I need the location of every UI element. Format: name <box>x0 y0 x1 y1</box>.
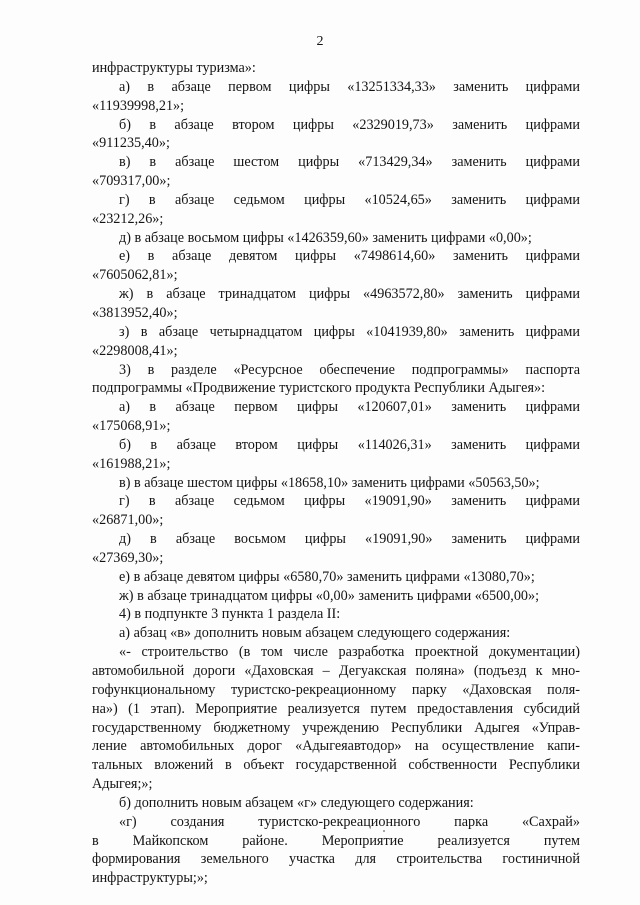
text-line: «7605062,81»; <box>92 267 178 284</box>
text-line: «2298008,41»; <box>92 342 178 359</box>
text-line: в) в абзаце шестом цифры «713429,34» заменить цифрами <box>119 154 580 171</box>
text-line: гофункциональному туристско-рекреационному парку «Даховская поля- <box>92 681 580 698</box>
text-line: а) в абзаце первом цифры «13251334,33» заменить цифрами <box>119 78 580 95</box>
text-line: ж) в абзаце тринадцатом цифры «4963572,80» заменить цифрами <box>119 286 580 303</box>
text-line: е) в абзаце девятом цифры «6580,70» заменить цифрами «13080,70»; <box>119 568 535 585</box>
text-line: подпрограммы «Продвижение туристского продукта Республики Адыгея»: <box>92 380 546 397</box>
text-line: ж) в абзаце тринадцатом цифры «0,00» заменить цифрами «6500,00»; <box>119 587 540 604</box>
text-line: в) в абзаце шестом цифры «18658,10» заменить цифрами «50563,50»; <box>119 474 540 491</box>
text-line: «175068,91»; <box>92 418 171 435</box>
scan-speck <box>383 830 385 832</box>
text-line: 3) в разделе «Ресурсное обеспечение подпрограммы» паспорта <box>119 361 580 378</box>
text-line: автомобильной дороги «Даховская – Дегуакская поляна» (подъезд к мно- <box>92 663 580 679</box>
text-line: Адыгея;»; <box>92 776 153 793</box>
text-line: «911235,40»; <box>92 135 170 152</box>
text-line: г) в абзаце седьмом цифры «10524,65» заменить цифрами <box>119 191 580 208</box>
text-line: на») (1 этап). Мероприятие реализуется путем предоставления субсидий <box>92 700 580 717</box>
text-line: а) абзац «в» дополнить новым абзацем следующего содержания: <box>119 625 511 642</box>
text-line: «709317,00»; <box>92 173 171 190</box>
text-line: в Майкопском районе. Мероприятие реализуется путем <box>92 832 580 849</box>
text-line: «11939998,21»; <box>92 97 185 114</box>
text-line: государственному бюджетному учреждению Республики Адыгея «Управ- <box>92 719 580 736</box>
text-line: «161988,21»; <box>92 455 171 472</box>
text-line: «- строительство (в том числе разработка проектной документации) <box>119 644 580 661</box>
text-line: з) в абзаце четырнадцатом цифры «1041939,80» заменить цифрами <box>119 323 580 340</box>
text-line: «г) создания туристско-рекреационного парка «Сахрай» <box>119 813 580 830</box>
text-line: б) в абзаце втором цифры «114026,31» заменить цифрами <box>119 436 580 453</box>
document-body <box>92 59 580 888</box>
text-line: д) в абзаце восьмом цифры «19091,90» заменить цифрами <box>119 531 580 548</box>
text-line: а) в абзаце первом цифры «120607,01» заменить цифрами <box>119 399 580 416</box>
text-line: е) в абзаце девятом цифры «7498614,60» заменить цифрами <box>119 248 580 265</box>
text-line: 4) в подпункте 3 пункта 1 раздела II: <box>119 606 341 623</box>
text-line: формирования земельного участка для строительства гостиничной <box>92 851 580 868</box>
text-line: «3813952,40»; <box>92 304 178 321</box>
text-line: г) в абзаце седьмом цифры «19091,90» заменить цифрами <box>119 493 580 510</box>
text-line: тальных вложений в объект государственной собственности Республики <box>92 757 580 774</box>
text-line: инфраструктуры туризма»: <box>92 60 256 76</box>
text-line: «26871,00»; <box>92 512 164 529</box>
text-line: «27369,30»; <box>92 549 164 566</box>
text-line: б) дополнить новым абзацем «г» следующего содержания: <box>119 794 474 811</box>
text-line: инфраструктуры;»; <box>92 870 208 887</box>
text-line: б) в абзаце втором цифры «2329019,73» заменить цифрами <box>119 116 580 133</box>
text-line: «23212,26»; <box>92 210 164 227</box>
page-number: 2 <box>316 34 324 49</box>
text-line: д) в абзаце восьмом цифры «1426359,60» заменить цифрами «0,00»; <box>119 229 532 246</box>
text-line: ление автомобильных дорог «Адыгеяавтодор» на осуществление капи- <box>92 738 580 755</box>
